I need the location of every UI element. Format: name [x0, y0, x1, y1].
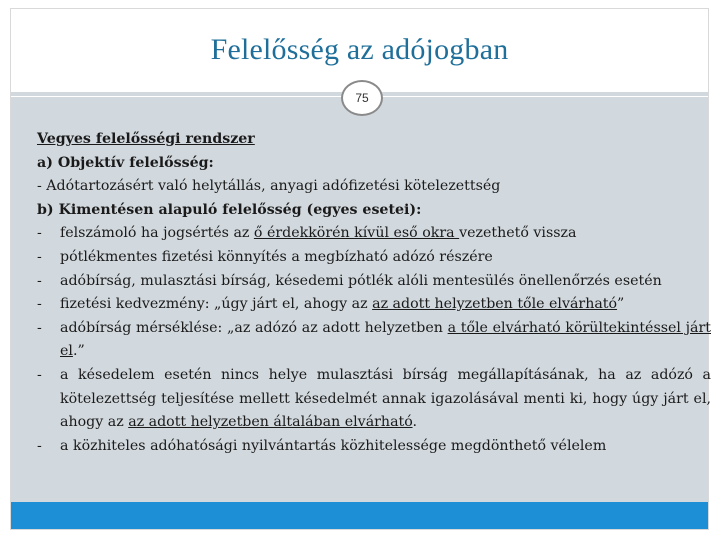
list-item: - adóbírság mérséklése: „az adózó az adott helyzetben a tőle elvárható körültekintéssel járt el.” — [37, 317, 711, 364]
exculpation-liability-heading: b) Kimentésen alapuló felelősség (egyes esetei): — [37, 201, 422, 218]
list-item: - adóbírság, mulasztási bírság, késedemi pótlék alóli mentesülés önellenőrzés esetén — [37, 270, 711, 294]
list-item: - felszámoló ha jogsértés az ő érdekkörén kívül eső okra vezethető vissza — [37, 222, 711, 246]
bullet-dash: - — [37, 248, 42, 265]
slide-title: Felelősség az adójogban — [210, 33, 509, 66]
bullet-dash: - — [37, 225, 42, 242]
list-item: - pótlékmentes fizetési könnyítés a megbízható adózó részére — [37, 246, 711, 270]
page-number-badge: 75 — [341, 80, 383, 116]
section-heading: Vegyes felelősségi rendszer — [37, 131, 255, 147]
list-item: - a közhiteles adóhatósági nyilvántartás közhitelessége megdönthető vélelem — [37, 435, 711, 459]
list-item: - a késedelem esetén nincs helye mulasztási bírság megállapításának, ha az adózó a kötelezettség teljesítése mellett késedelmét annak igazolásával menti ki, hogy úgy járt el, ahogy az az adott helyzetben általában elvárható. — [37, 364, 711, 435]
bullet-dash: - — [37, 296, 42, 313]
objective-liability-heading: a) Objektív felelősség: — [37, 154, 214, 171]
bullet-dash: - — [37, 272, 42, 289]
list-item: - fizetési kedvezmény: „úgy járt el, ahogy az az adott helyzetben tőle elvárható” — [37, 293, 711, 317]
bullet-dash: - — [37, 366, 42, 383]
bullet-dash: - — [37, 319, 42, 336]
footer-bar — [11, 502, 708, 529]
bullet-dash: - — [37, 437, 42, 454]
slide-body — [37, 128, 711, 458]
objective-liability-item: - Adótartozásért való helytállás, anyagi adófizetési kötelezettség — [37, 178, 501, 195]
